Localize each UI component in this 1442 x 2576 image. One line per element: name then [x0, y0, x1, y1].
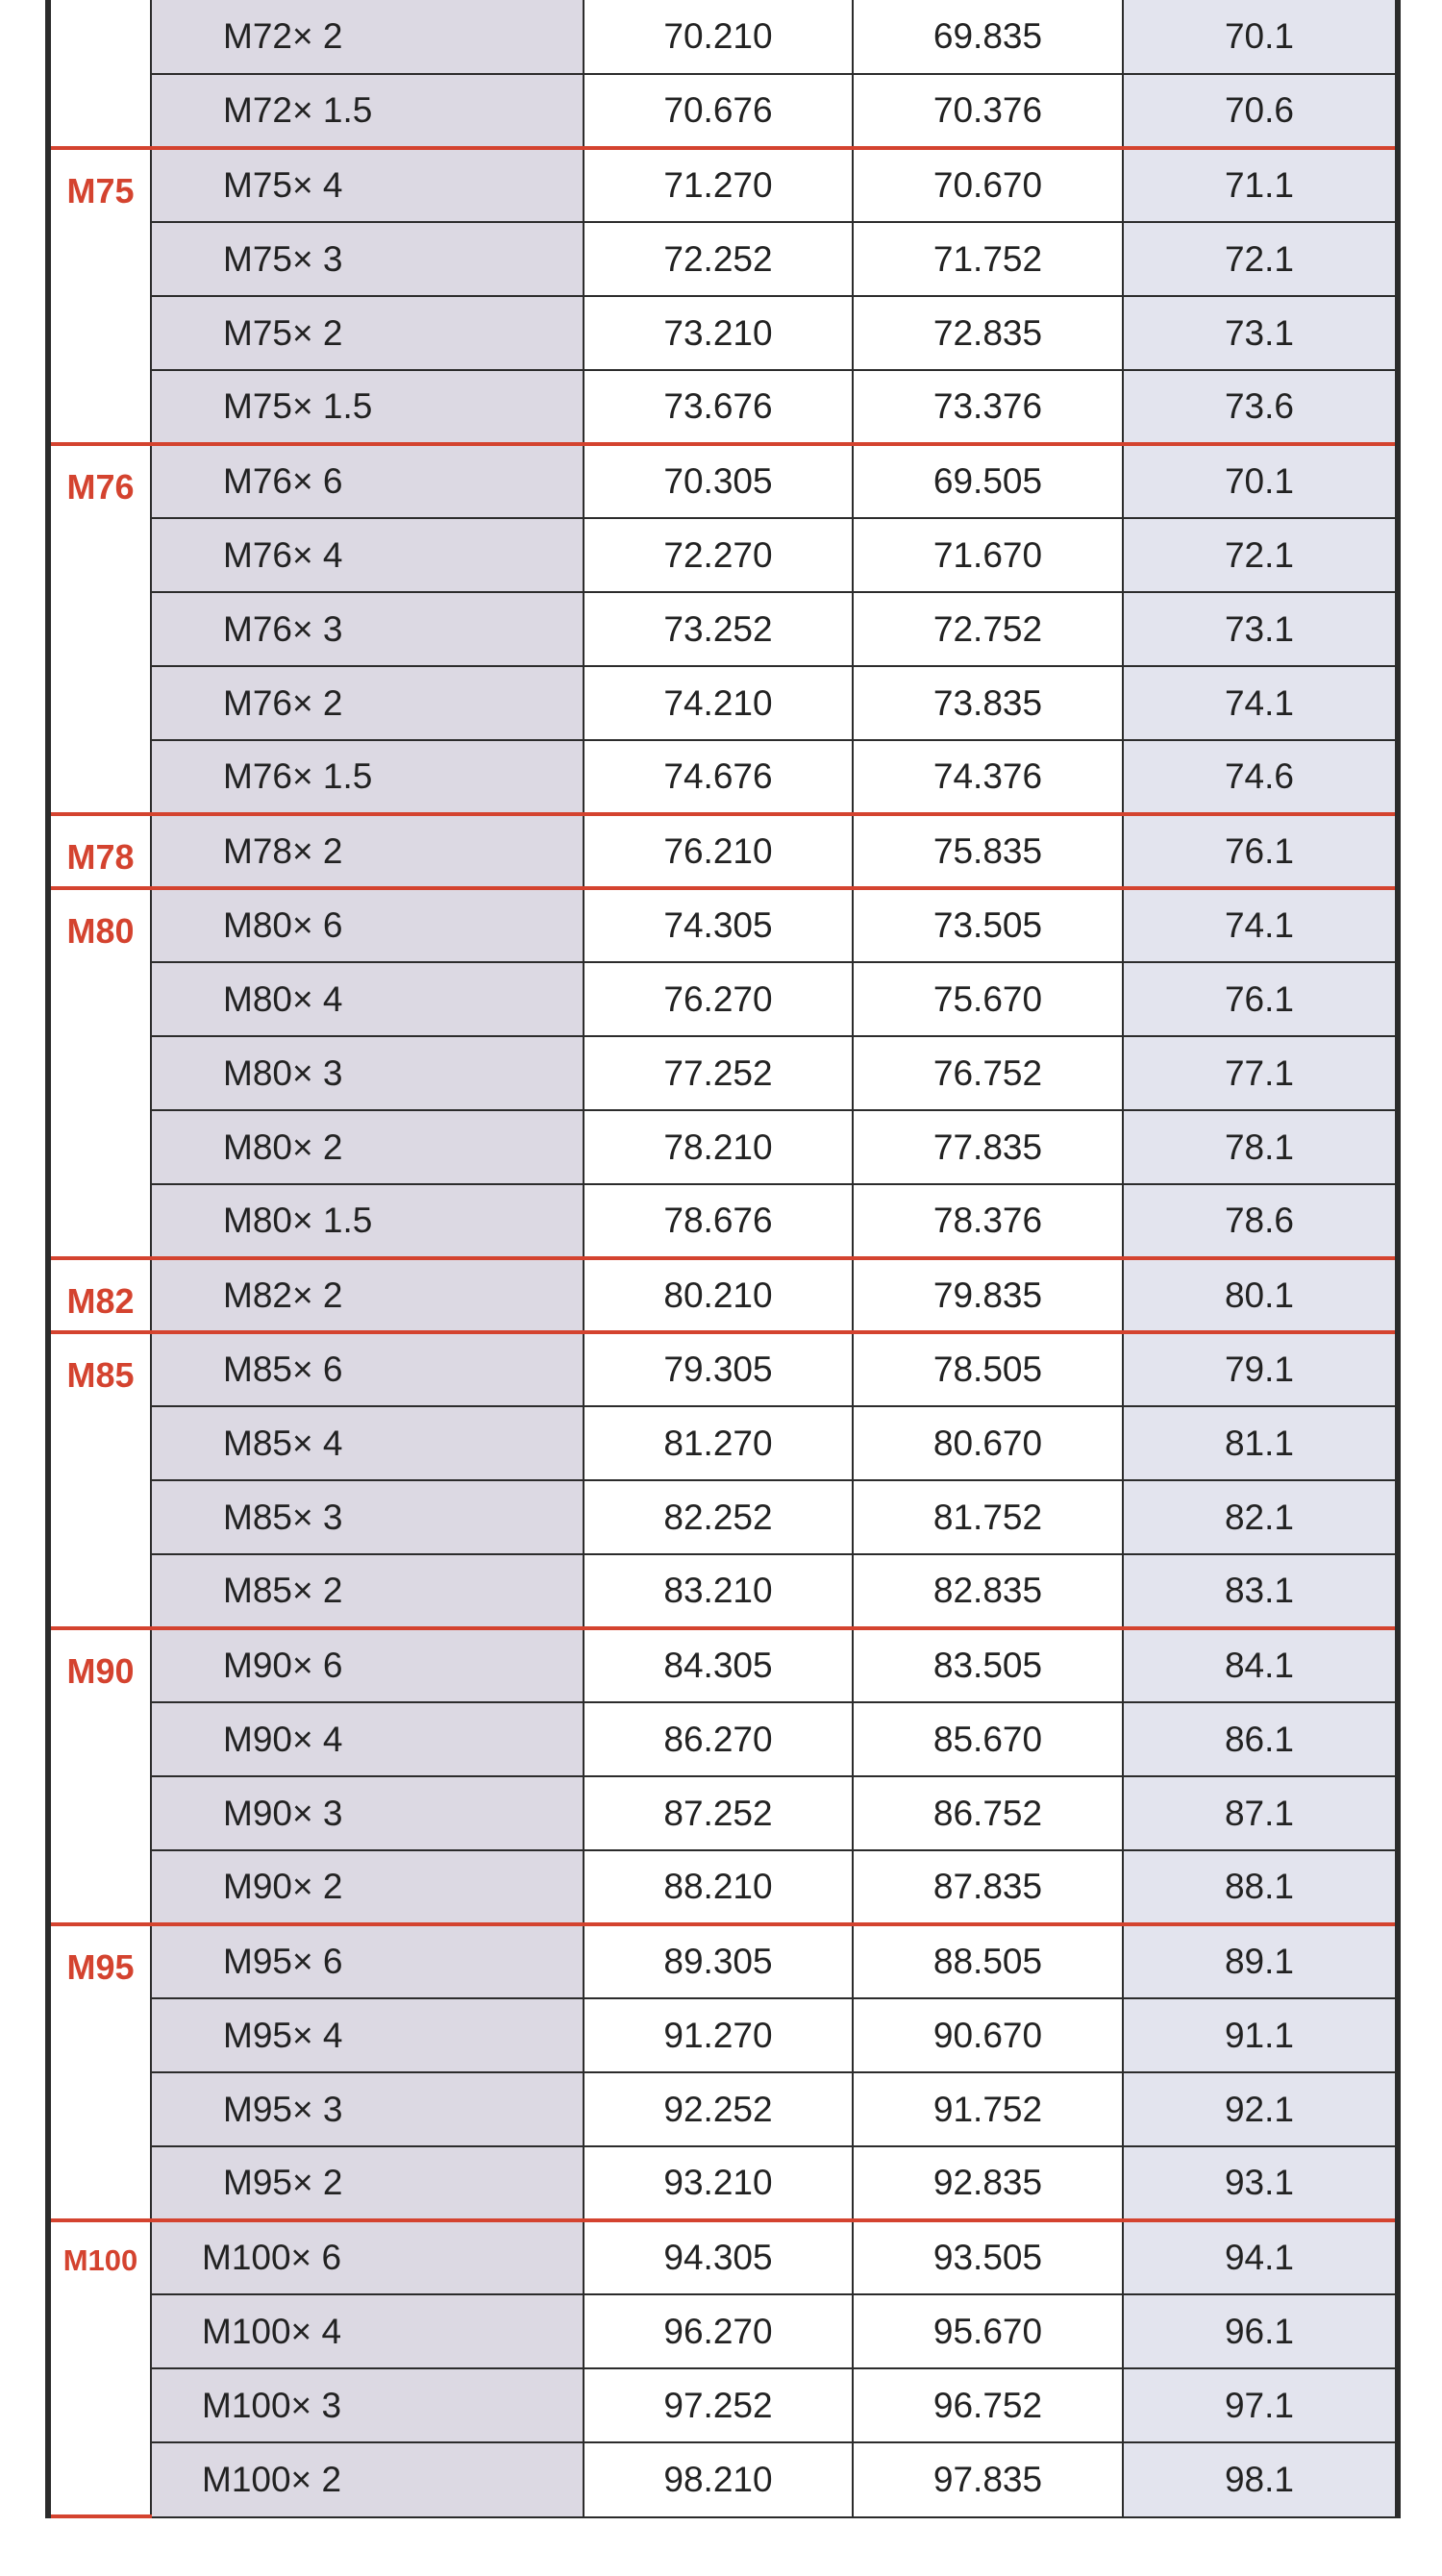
minor-diameter-cell: 75.835	[853, 814, 1123, 888]
minor-diameter-cell: 75.670	[853, 962, 1123, 1036]
thread-spec-cell	[151, 1628, 584, 1702]
minor-diameter-cell: 72.835	[853, 296, 1123, 370]
thread-spec-cell	[151, 444, 584, 518]
minor-diameter-cell: 86.752	[853, 1776, 1123, 1850]
table-row	[51, 518, 1395, 592]
group-label: M80	[51, 888, 151, 1258]
thread-spec: M72× 2	[223, 16, 343, 56]
table-row	[51, 666, 1395, 740]
major-diameter-cell: 70.676	[584, 74, 853, 148]
minor-diameter-cell: 96.752	[853, 2368, 1123, 2442]
thread-spec-cell	[151, 1850, 584, 1924]
thread-spec: M95× 2	[223, 2163, 343, 2202]
drill-size-cell: 87.1	[1123, 1776, 1395, 1850]
group-label: M90	[51, 1628, 151, 1924]
drill-size-cell: 89.1	[1123, 1924, 1395, 1998]
thread-spec: M95× 4	[223, 2015, 343, 2055]
thread-spec: M78× 2	[223, 830, 343, 871]
major-diameter-cell: 94.305	[584, 2220, 853, 2294]
thread-spec-cell	[151, 296, 584, 370]
minor-diameter-cell: 95.670	[853, 2294, 1123, 2368]
thread-spec-cell	[151, 0, 584, 74]
group-label: M85	[51, 1332, 151, 1628]
drill-size-cell: 81.1	[1123, 1406, 1395, 1480]
thread-spec: M85× 2	[223, 1571, 343, 1610]
table-row	[51, 1258, 1395, 1332]
drill-size-cell: 76.1	[1123, 962, 1395, 1036]
table-row	[51, 74, 1395, 148]
minor-diameter-cell: 91.752	[853, 2072, 1123, 2146]
drill-size-cell: 74.1	[1123, 888, 1395, 962]
thread-spec: M80× 1.5	[223, 1201, 373, 1240]
major-diameter-cell: 93.210	[584, 2146, 853, 2220]
table-row	[51, 2442, 1395, 2516]
drill-size-cell: 91.1	[1123, 1998, 1395, 2072]
minor-diameter-cell: 97.835	[853, 2442, 1123, 2516]
thread-spec-cell	[151, 962, 584, 1036]
table-row	[51, 2220, 1395, 2294]
table-row	[51, 1702, 1395, 1776]
table-row	[51, 1850, 1395, 1924]
table-row	[51, 1776, 1395, 1850]
minor-diameter-cell: 73.835	[853, 666, 1123, 740]
table-row	[51, 1628, 1395, 1702]
thread-size-table	[51, 0, 1395, 2518]
table-row	[51, 148, 1395, 222]
thread-spec: M80× 6	[223, 905, 343, 945]
major-diameter-cell: 70.210	[584, 0, 853, 74]
thread-spec: M90× 6	[223, 1646, 343, 1685]
thread-spec-cell	[151, 1776, 584, 1850]
minor-diameter-cell: 71.670	[853, 518, 1123, 592]
thread-spec: M95× 6	[223, 1942, 343, 1981]
major-diameter-cell: 74.676	[584, 740, 853, 814]
thread-spec: M75× 4	[223, 165, 343, 205]
major-diameter-cell: 89.305	[584, 1924, 853, 1998]
drill-size-cell: 83.1	[1123, 1554, 1395, 1628]
thread-spec-cell	[151, 1258, 584, 1332]
thread-spec: M85× 4	[223, 1423, 343, 1463]
major-diameter-cell: 72.270	[584, 518, 853, 592]
drill-size-cell: 74.6	[1123, 740, 1395, 814]
drill-size-cell: 72.1	[1123, 518, 1395, 592]
thread-spec-cell	[151, 1110, 584, 1184]
thread-spec: M100× 2	[202, 2460, 342, 2499]
table-row	[51, 370, 1395, 444]
thread-spec-cell	[151, 666, 584, 740]
thread-spec: M80× 3	[223, 1053, 343, 1093]
thread-spec: M75× 3	[223, 238, 343, 279]
minor-diameter-cell: 92.835	[853, 2146, 1123, 2220]
drill-size-cell: 73.6	[1123, 370, 1395, 444]
drill-size-cell: 78.1	[1123, 1110, 1395, 1184]
drill-size-cell: 98.1	[1123, 2442, 1395, 2516]
minor-diameter-cell: 80.670	[853, 1406, 1123, 1480]
minor-diameter-cell: 73.505	[853, 888, 1123, 962]
major-diameter-cell: 84.305	[584, 1628, 853, 1702]
table-row	[51, 1998, 1395, 2072]
drill-size-cell: 73.1	[1123, 592, 1395, 666]
drill-size-cell: 96.1	[1123, 2294, 1395, 2368]
drill-size-cell: 97.1	[1123, 2368, 1395, 2442]
minor-diameter-cell: 93.505	[853, 2220, 1123, 2294]
drill-size-cell: 88.1	[1123, 1850, 1395, 1924]
table-row	[51, 222, 1395, 296]
major-diameter-cell: 77.252	[584, 1036, 853, 1110]
thread-spec-cell	[151, 888, 584, 962]
thread-spec: M85× 3	[223, 1497, 343, 1537]
minor-diameter-cell: 73.376	[853, 370, 1123, 444]
thread-spec-cell	[151, 814, 584, 888]
thread-spec: M76× 6	[223, 461, 343, 501]
thread-spec-cell	[151, 1924, 584, 1998]
thread-spec-cell	[151, 1184, 584, 1258]
thread-spec-cell	[151, 148, 584, 222]
thread-spec-cell	[151, 2220, 584, 2294]
thread-spec: M100× 3	[202, 2385, 342, 2425]
minor-diameter-cell: 78.505	[853, 1332, 1123, 1406]
table-row	[51, 296, 1395, 370]
major-diameter-cell: 74.210	[584, 666, 853, 740]
table-row	[51, 1554, 1395, 1628]
thread-spec-cell	[151, 222, 584, 296]
table-row	[51, 1184, 1395, 1258]
major-diameter-cell: 92.252	[584, 2072, 853, 2146]
thread-spec-cell	[151, 1406, 584, 1480]
thread-spec-cell	[151, 370, 584, 444]
table-row	[51, 1406, 1395, 1480]
minor-diameter-cell: 76.752	[853, 1036, 1123, 1110]
thread-spec-cell	[151, 74, 584, 148]
minor-diameter-cell: 83.505	[853, 1628, 1123, 1702]
thread-spec: M90× 3	[223, 1793, 343, 1833]
group-label: M76	[51, 444, 151, 814]
table-row	[51, 1480, 1395, 1554]
major-diameter-cell: 86.270	[584, 1702, 853, 1776]
group-label: M100	[51, 2220, 151, 2516]
thread-spec: M80× 2	[223, 1127, 343, 1167]
major-diameter-cell: 81.270	[584, 1406, 853, 1480]
major-diameter-cell: 98.210	[584, 2442, 853, 2516]
thread-spec: M100× 4	[202, 2311, 342, 2351]
thread-table-frame	[45, 0, 1401, 2518]
thread-spec-cell	[151, 1998, 584, 2072]
thread-spec: M76× 1.5	[223, 756, 373, 796]
major-diameter-cell: 70.305	[584, 444, 853, 518]
minor-diameter-cell: 81.752	[853, 1480, 1123, 1554]
table-row	[51, 2368, 1395, 2442]
thread-spec-cell	[151, 2442, 584, 2516]
table-row	[51, 814, 1395, 888]
group-label	[51, 0, 151, 148]
drill-size-cell: 78.6	[1123, 1184, 1395, 1258]
major-diameter-cell: 88.210	[584, 1850, 853, 1924]
drill-size-cell: 76.1	[1123, 814, 1395, 888]
drill-size-cell: 77.1	[1123, 1036, 1395, 1110]
table-row	[51, 0, 1395, 74]
group-label: M95	[51, 1924, 151, 2220]
thread-spec-cell	[151, 592, 584, 666]
drill-size-cell: 72.1	[1123, 222, 1395, 296]
drill-size-cell: 70.6	[1123, 74, 1395, 148]
table-row	[51, 1332, 1395, 1406]
thread-spec-cell	[151, 1036, 584, 1110]
thread-spec-cell	[151, 2294, 584, 2368]
minor-diameter-cell: 88.505	[853, 1924, 1123, 1998]
major-diameter-cell: 73.210	[584, 296, 853, 370]
thread-spec-cell	[151, 1332, 584, 1406]
thread-spec-cell	[151, 740, 584, 814]
major-diameter-cell: 83.210	[584, 1554, 853, 1628]
group-label: M75	[51, 148, 151, 444]
drill-size-cell: 74.1	[1123, 666, 1395, 740]
minor-diameter-cell: 77.835	[853, 1110, 1123, 1184]
thread-spec-cell	[151, 2368, 584, 2442]
drill-size-cell: 70.1	[1123, 0, 1395, 74]
major-diameter-cell: 74.305	[584, 888, 853, 962]
thread-spec: M75× 1.5	[223, 386, 373, 426]
drill-size-cell: 73.1	[1123, 296, 1395, 370]
major-diameter-cell: 80.210	[584, 1258, 853, 1332]
table-row	[51, 888, 1395, 962]
thread-spec: M76× 3	[223, 608, 343, 649]
major-diameter-cell: 79.305	[584, 1332, 853, 1406]
thread-spec: M80× 4	[223, 978, 343, 1019]
major-diameter-cell: 82.252	[584, 1480, 853, 1554]
thread-spec: M75× 2	[223, 312, 343, 353]
drill-size-cell: 84.1	[1123, 1628, 1395, 1702]
major-diameter-cell: 73.252	[584, 592, 853, 666]
table-row	[51, 2072, 1395, 2146]
major-diameter-cell: 96.270	[584, 2294, 853, 2368]
drill-size-cell: 71.1	[1123, 148, 1395, 222]
group-label: M78	[51, 814, 151, 888]
minor-diameter-cell: 87.835	[853, 1850, 1123, 1924]
table-row	[51, 962, 1395, 1036]
minor-diameter-cell: 74.376	[853, 740, 1123, 814]
major-diameter-cell: 91.270	[584, 1998, 853, 2072]
thread-spec-cell	[151, 2146, 584, 2220]
thread-spec: M82× 2	[223, 1275, 343, 1315]
group-label: M82	[51, 1258, 151, 1332]
major-diameter-cell: 97.252	[584, 2368, 853, 2442]
minor-diameter-cell: 82.835	[853, 1554, 1123, 1628]
table-row	[51, 1036, 1395, 1110]
drill-size-cell: 94.1	[1123, 2220, 1395, 2294]
minor-diameter-cell: 85.670	[853, 1702, 1123, 1776]
minor-diameter-cell: 70.376	[853, 74, 1123, 148]
thread-spec-cell	[151, 1554, 584, 1628]
thread-spec: M76× 4	[223, 534, 343, 575]
minor-diameter-cell: 72.752	[853, 592, 1123, 666]
thread-spec: M90× 2	[223, 1867, 343, 1906]
major-diameter-cell: 87.252	[584, 1776, 853, 1850]
major-diameter-cell: 78.676	[584, 1184, 853, 1258]
thread-spec-cell	[151, 2072, 584, 2146]
minor-diameter-cell: 69.505	[853, 444, 1123, 518]
table-row	[51, 740, 1395, 814]
minor-diameter-cell: 78.376	[853, 1184, 1123, 1258]
table-row	[51, 1924, 1395, 1998]
major-diameter-cell: 71.270	[584, 148, 853, 222]
table-row	[51, 592, 1395, 666]
thread-spec: M90× 4	[223, 1719, 343, 1759]
drill-size-cell: 86.1	[1123, 1702, 1395, 1776]
table-row	[51, 2294, 1395, 2368]
table-row	[51, 1110, 1395, 1184]
thread-spec: M100× 6	[202, 2238, 342, 2277]
table-row	[51, 2146, 1395, 2220]
major-diameter-cell: 76.210	[584, 814, 853, 888]
drill-size-cell: 79.1	[1123, 1332, 1395, 1406]
thread-spec: M85× 6	[223, 1350, 343, 1389]
thread-spec: M76× 2	[223, 682, 343, 723]
minor-diameter-cell: 71.752	[853, 222, 1123, 296]
minor-diameter-cell: 70.670	[853, 148, 1123, 222]
drill-size-cell: 92.1	[1123, 2072, 1395, 2146]
thread-spec: M95× 3	[223, 2089, 343, 2129]
drill-size-cell: 70.1	[1123, 444, 1395, 518]
minor-diameter-cell: 90.670	[853, 1998, 1123, 2072]
drill-size-cell: 93.1	[1123, 2146, 1395, 2220]
major-diameter-cell: 76.270	[584, 962, 853, 1036]
thread-spec-cell	[151, 518, 584, 592]
major-diameter-cell: 72.252	[584, 222, 853, 296]
drill-size-cell: 80.1	[1123, 1258, 1395, 1332]
thread-spec-cell	[151, 1702, 584, 1776]
table-row	[51, 444, 1395, 518]
drill-size-cell: 82.1	[1123, 1480, 1395, 1554]
minor-diameter-cell: 79.835	[853, 1258, 1123, 1332]
minor-diameter-cell: 69.835	[853, 0, 1123, 74]
thread-spec: M72× 1.5	[223, 90, 373, 130]
thread-spec-cell	[151, 1480, 584, 1554]
major-diameter-cell: 78.210	[584, 1110, 853, 1184]
major-diameter-cell: 73.676	[584, 370, 853, 444]
